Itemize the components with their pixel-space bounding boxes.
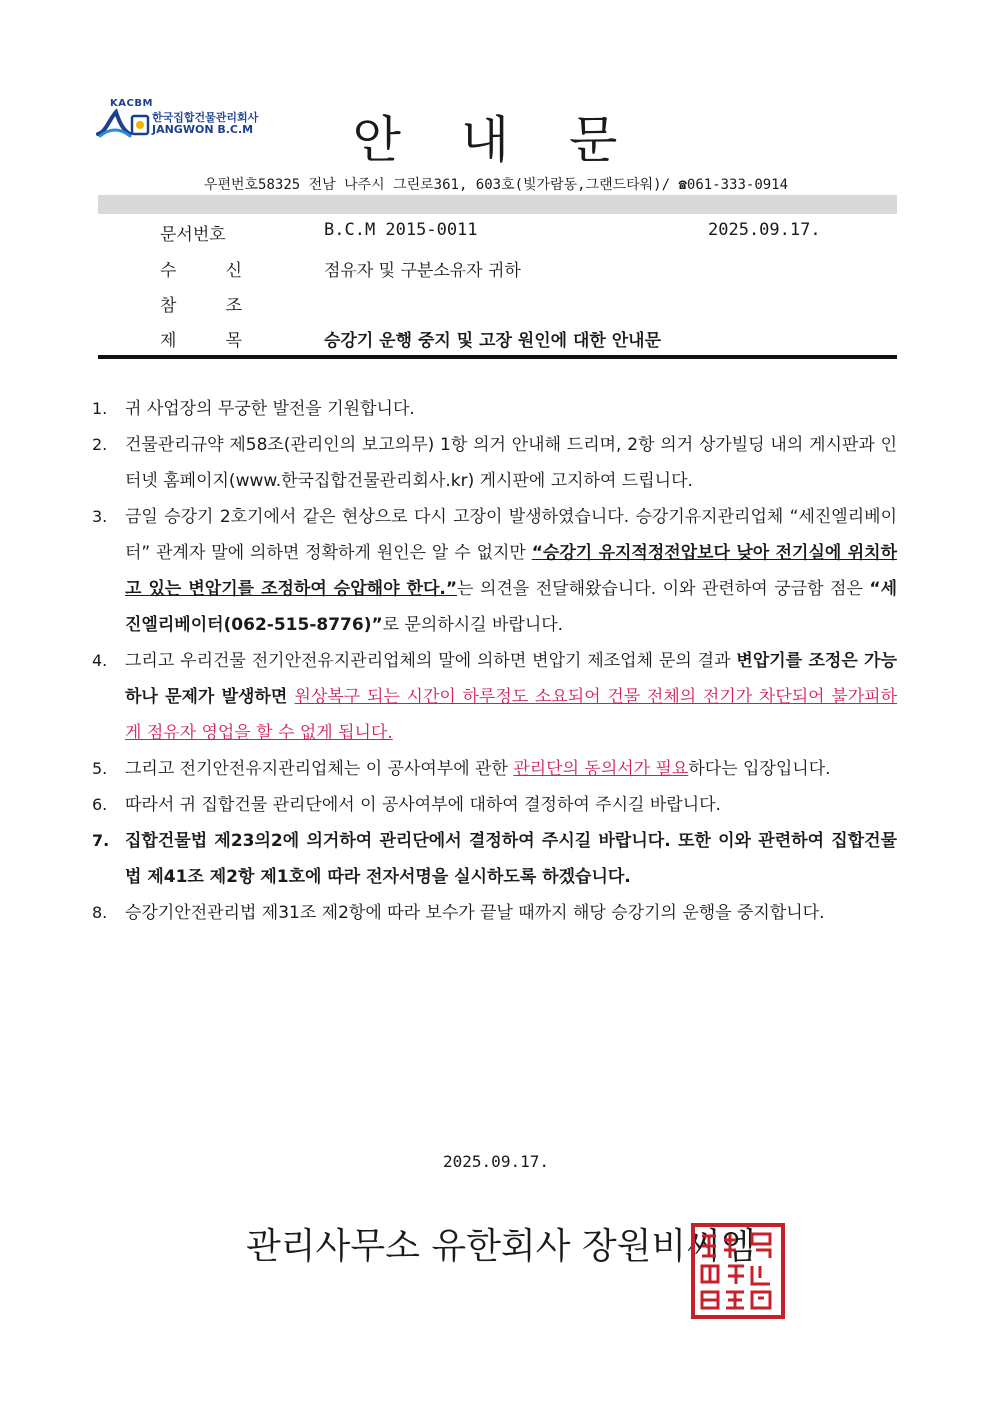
logo-abbr: KACBM — [110, 98, 153, 109]
item-emphasis: 변압기를 조정은 가능하나 문제가 발생하면 — [125, 651, 898, 707]
recipient-label-char-2: 신 — [225, 261, 242, 281]
recipient-row — [98, 256, 897, 286]
item-text: 귀 사업장의 무궁한 발전을 기원합니다. — [125, 399, 415, 419]
list-item — [92, 751, 897, 787]
reference-label — [160, 291, 242, 316]
item-text: 그리고 우리건물 전기안전유지관리업체의 말에 의하면 변압기 제조업체 문의 결과 — [125, 651, 737, 671]
item-number: 8. — [92, 903, 108, 922]
item-text: 승강기안전관리법 제31조 제2항에 따라 보수가 끝날 때까지 해당 승강기의 운행을 중지합니다. — [125, 903, 825, 923]
company-seal-icon — [690, 1222, 786, 1320]
doc-number-row — [98, 220, 897, 250]
logo-org-name: 한국집합건물관리회사 — [152, 111, 259, 124]
recipient-value: 점유자 및 구분소유자 귀하 — [324, 261, 521, 281]
subject-value: 승강기 운행 중지 및 고장 원인에 대한 안내문 — [324, 331, 662, 351]
item-number: 3. — [92, 507, 108, 526]
item-text: 집합건물법 제23의2에 의거하여 관리단에서 결정하여 주시길 바랍니다. 또한 이와 관련하여 집합건물법 제41조 제2항 제1호에 따라 전자서명을 실시하도록 하겠습니다. — [125, 831, 897, 887]
item-contact: “세진엘리베이터(062-515-8776)” — [125, 579, 897, 635]
list-item — [92, 787, 897, 823]
item-text: 따라서 귀 집합건물 관리단에서 이 공사여부에 대하여 결정하여 주시길 바랍니다. — [125, 795, 721, 815]
item-number: 6. — [92, 795, 108, 814]
company-address: 우편번호58325 전남 나주시 그린로361, 603호(빛가람동,그랜드타워)/ ☎061-333-0914 — [203, 177, 789, 193]
item-emphasis: “승강기 유지적정전압보다 낮아 전기실에 위치하고 있는 변압기를 조정하여 승압해야 한다.” — [125, 543, 897, 599]
list-item — [92, 391, 897, 427]
reference-label-char-2: 조 — [225, 296, 242, 316]
item-number: 2. — [92, 435, 108, 454]
item-number: 5. — [92, 759, 108, 778]
item-number: 4. — [92, 651, 108, 670]
recipient-label-char-1: 수 — [160, 261, 177, 281]
list-item — [92, 823, 897, 895]
item-text: 하다는 입장입니다. — [688, 759, 831, 779]
list-item — [92, 895, 897, 931]
item-text: 는 의견을 전달해왔습니다. 이와 관련하여 궁금함 점은 — [457, 579, 870, 599]
doc-date: 2025.09.17. — [708, 220, 821, 240]
item-number: 1. — [92, 399, 108, 418]
item-text: 건물관리규약 제58조(관리인의 보고의무) 1항 의거 안내해 드리며, 2항 의거 상가빌딩 내의 게시판과 인터넷 홈페이지(www.한국집합건물관리회사.kr) 게시판에 고지하여 드립니다. — [125, 435, 897, 491]
logo-sub-name: JANGWON B.C.M — [152, 123, 254, 136]
doc-number-label: 문서번호 — [160, 225, 226, 245]
signer-name: 관리사무소 유한회사 장원비씨엠 — [246, 1226, 756, 1267]
header-divider-band — [98, 195, 897, 214]
item-warning: 관리단의 동의서가 필요 — [513, 759, 689, 779]
item-warning: 원상복구 되는 시간이 하루정도 소요되어 건물 전체의 전기가 차단되어 불가피하게 점유자 영업을 할 수 없게 됩니다. — [125, 687, 897, 743]
subject-label — [160, 326, 242, 351]
item-text: 금일 승강기 2호기에서 같은 현상으로 다시 고장이 발생하였습니다. 승강기유지관리업체 “세진엘리베이터” 관계자 말에 의하면 정확하게 원인은 알 수 없지만 — [125, 507, 897, 563]
notice-body — [92, 391, 897, 931]
header-rule — [98, 355, 897, 359]
subject-label-char-2: 목 — [225, 331, 242, 351]
item-text: 그리고 전기안전유지관리업체는 이 공사여부에 관한 — [125, 759, 514, 779]
reference-row — [98, 291, 897, 321]
footer-date: 2025.09.17. — [443, 1152, 549, 1171]
subject-row — [98, 326, 897, 356]
page-title: 안 내 문 — [352, 111, 640, 169]
list-item — [92, 499, 897, 643]
list-item — [92, 427, 897, 499]
list-item — [92, 643, 897, 751]
recipient-label — [160, 256, 242, 281]
item-number: 7. — [92, 831, 110, 850]
item-text: 로 문의하시길 바랍니다. — [382, 615, 564, 635]
doc-number-value: B.C.M 2015-0011 — [324, 220, 478, 240]
subject-label-char-1: 제 — [160, 331, 177, 351]
reference-label-char-1: 참 — [160, 296, 177, 316]
